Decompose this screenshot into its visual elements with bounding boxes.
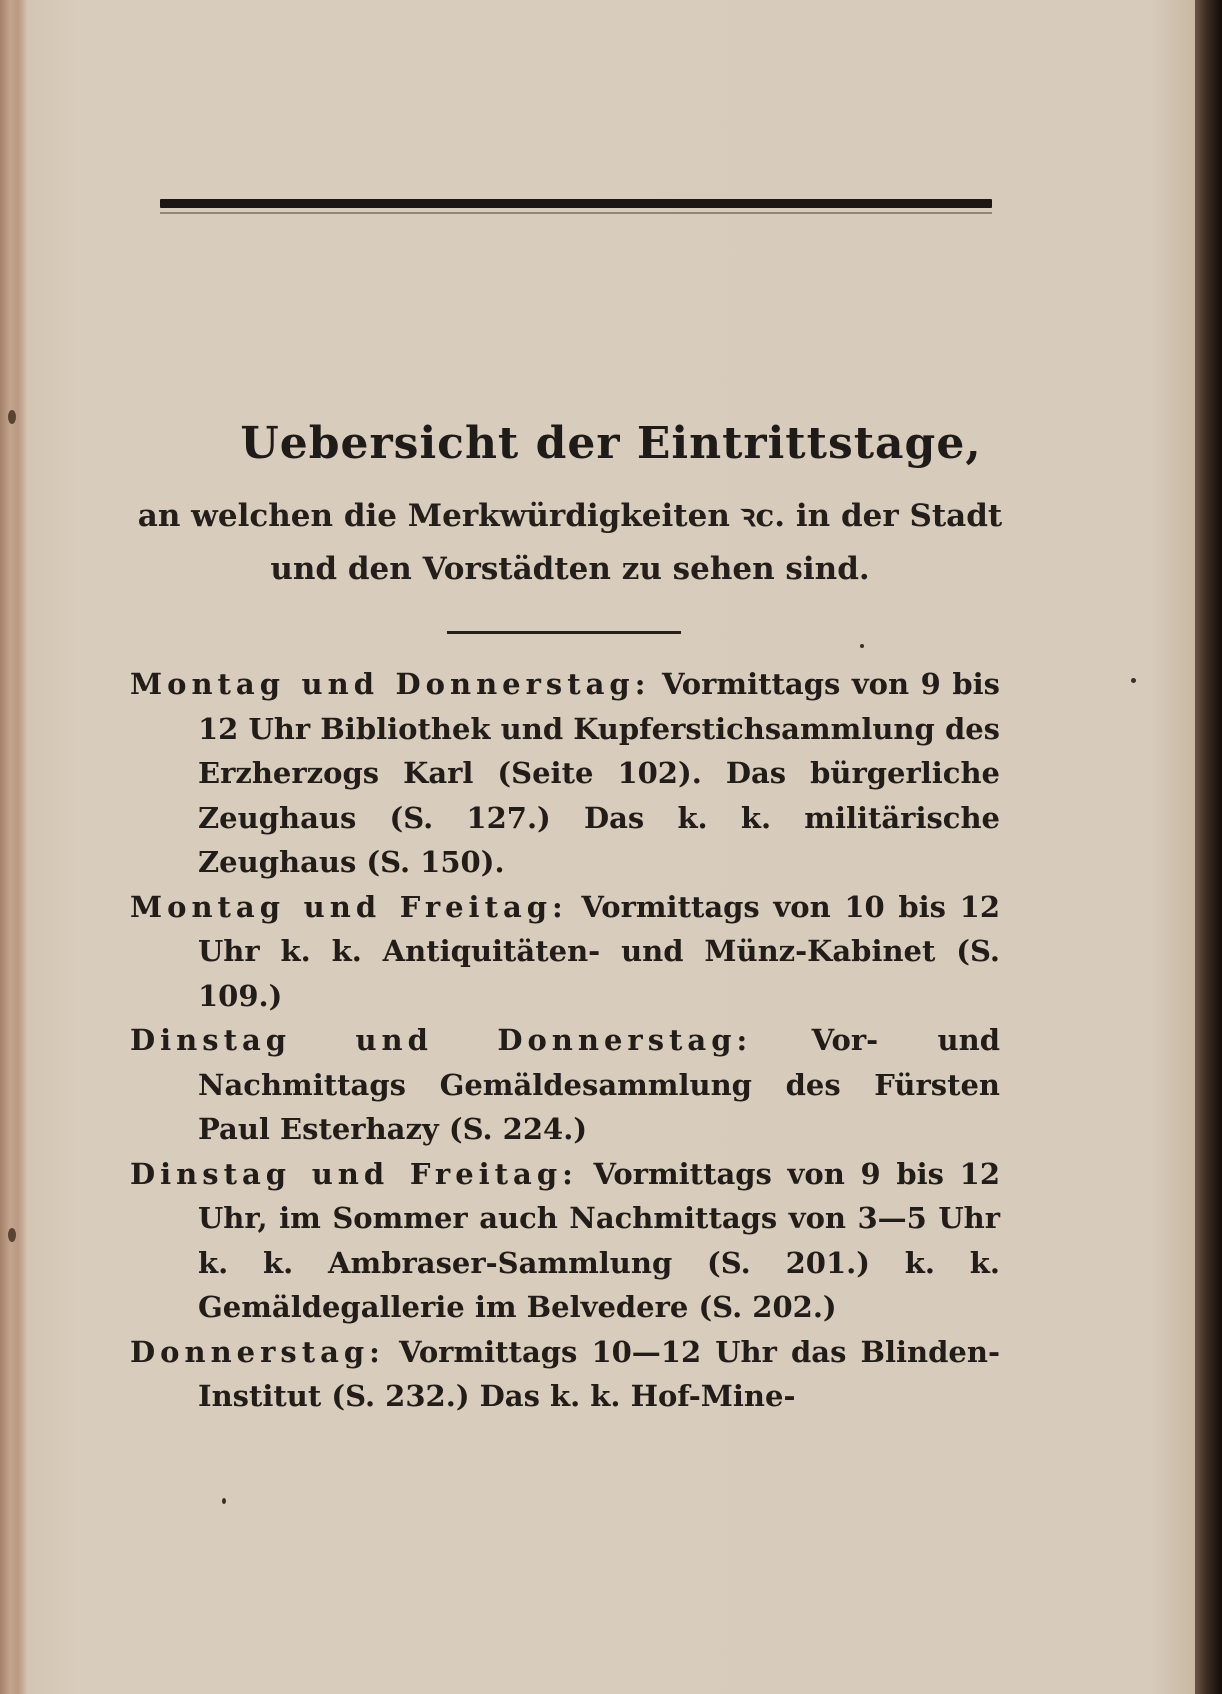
entry-day: Montag und Freitag: bbox=[130, 889, 568, 924]
entry bbox=[130, 1018, 1000, 1152]
entry-day: Montag und Donnerstag: bbox=[130, 667, 651, 701]
paper-speck bbox=[1131, 678, 1136, 683]
entry-text: Vormittags von 9 bis 12 Uhr, im Sommer auch Nachmittags von 3—5 Uhr k. k. Ambraser-Sammlung (S. 201.) k. k. Gemäldegallerie im Belvedere (S. 202.) bbox=[198, 1156, 1001, 1324]
binding-thread bbox=[8, 1228, 16, 1242]
section-divider bbox=[447, 631, 681, 634]
entry bbox=[130, 1330, 1000, 1419]
entry bbox=[130, 1152, 1000, 1330]
entry-day: Dinstag und Freitag: bbox=[130, 1156, 578, 1191]
entry-text: Vormittags von 9 bis 12 Uhr Bibliothek und Kupferstichsammlung des Erzherzogs Karl (Seite 102). Das bürgerliche Zeughaus (S. 127.) Das k. k. militärische Zeughaus (S. 150). bbox=[198, 667, 1000, 879]
entry-day: Dinstag und Donnerstag: bbox=[130, 1023, 753, 1057]
subtitle-line-2: und den Vorstädten zu sehen sind. bbox=[270, 551, 870, 587]
subtitle-line-1: an welchen die Merkwürdigkeiten ꝛc. in der Stadt bbox=[137, 498, 1003, 534]
entry-list bbox=[130, 662, 1000, 1419]
entry bbox=[130, 885, 1000, 1019]
paper-speck bbox=[222, 1498, 226, 1504]
entry-text: Vor- und Nachmittags Gemäldesammlung des Fürsten Paul Esterhazy (S. 224.) bbox=[198, 1023, 1000, 1146]
entry-text: Vormittags von 10 bis 12 Uhr k. k. Antiquitäten- und Münz-Kabinet (S. 109.) bbox=[198, 889, 1000, 1013]
book-spine bbox=[0, 0, 26, 1694]
header-rule-shadow bbox=[160, 212, 992, 214]
binding-thread bbox=[8, 410, 16, 424]
entry bbox=[130, 662, 1000, 885]
entry-text: Vormittags 10—12 Uhr das Blinden-Institut (S. 232.) Das k. k. Hof-Mine- bbox=[198, 1334, 1000, 1413]
header-rule bbox=[160, 199, 992, 208]
page-title: Uebersicht der Eintrittstage, bbox=[240, 418, 982, 469]
entry-day: Donnerstag: bbox=[130, 1334, 385, 1369]
page-edge bbox=[1195, 0, 1222, 1694]
paper-speck bbox=[860, 644, 864, 648]
